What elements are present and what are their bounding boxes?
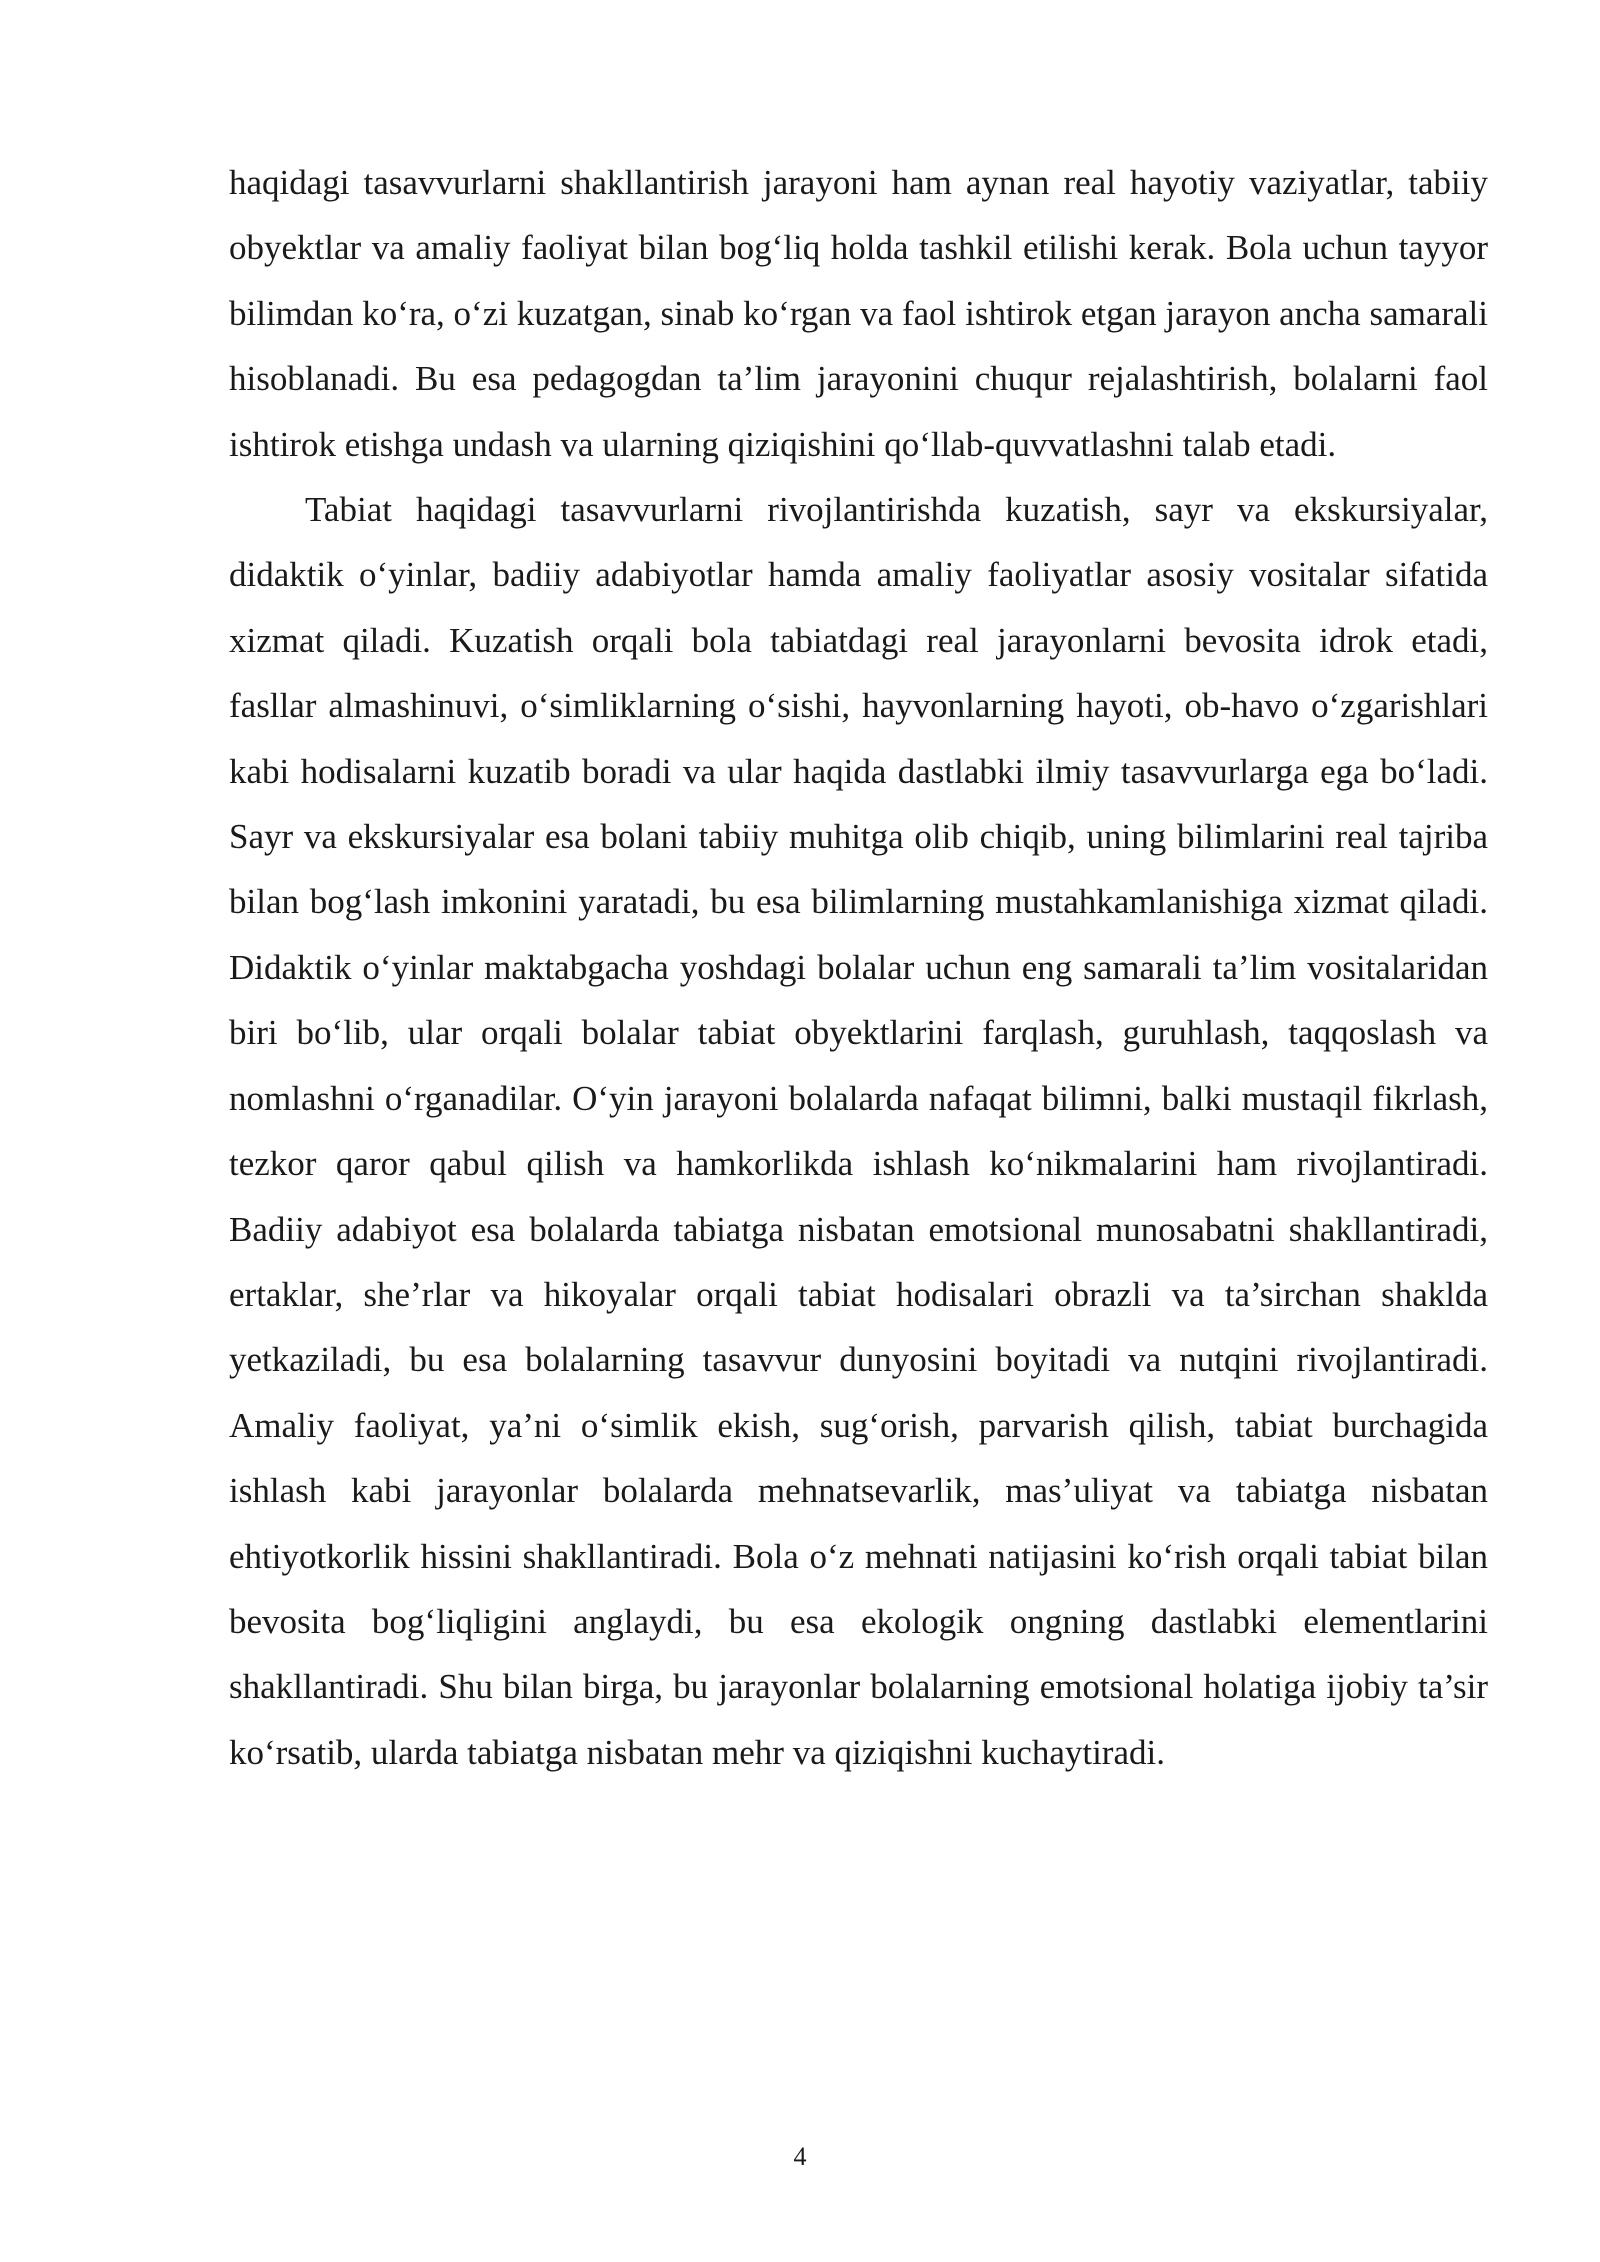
paragraph-continuation: haqidagi tasavvurlarni shakllantirish jarayoni ham aynan real hayotiy vaziyatlar, tabiiy obyektlar va amaliy faoliyat bilan bog‘liq holda tashkil etilishi kerak. Bola uchun tayyor bilimdan ko‘ra, o‘zi kuzatgan, sinab ko‘rgan va faol ishtirok etgan jarayon ancha samarali hisoblanadi. Bu esa pedagogdan ta’lim jarayonini chuqur rejalashtirish, bolalarni faol ishtirok etishga undash va ularning qiziqishini qo‘llab-quvvatlashni talab etadi. (229, 163, 1488, 464)
page-number: 4 (793, 2142, 807, 2171)
body-text (229, 150, 1488, 1785)
paragraph-nature-tools: Tabiat haqidagi tasavvurlarni rivojlantirishda kuzatish, sayr va ekskursiyalar, didaktik o‘yinlar, badiiy adabiyotlar hamda amaliy faoliyatlar asosiy vositalar sifatida xizmat qiladi. Kuzatish orqali bola tabiatdagi real jarayonlarni bevosita idrok etadi, fasllar almashinuvi, o‘simliklarning o‘sishi, hayvonlarning hayoti, ob-havo o‘zgarishlari kabi hodisalarni kuzatib boradi va ular haqida dastlabki ilmiy tasavvurlarga ega bo‘ladi. Sayr va ekskursiyalar esa bolani tabiiy muhitga olib chiqib, uning bilimlarini real tajriba bilan bog‘lash imkonini yaratadi, bu esa bilimlarning mustahkamlanishiga xizmat qiladi. Didaktik o‘yinlar maktabgacha yoshdagi bolalar uchun eng samarali ta’lim vositalaridan biri bo‘lib, ular orqali bolalar tabiat obyektlarini farqlash, guruhlash, taqqoslash va nomlashni o‘rganadilar. O‘yin jarayoni bolalarda nafaqat bilimni, balki mustaqil fikrlash, tezkor qaror qabul qilish va hamkorlikda ishlash ko‘nikmalarini ham rivojlantiradi. Badiiy adabiyot esa bolalarda tabiatga nisbatan emotsional munosabatni shakllantiradi, ertaklar, she’rlar va hikoyalar orqali tabiat hodisalari obrazli va ta’sirchan shaklda yetkaziladi, bu esa bolalarning tasavvur dunyosini boyitadi va nutqini rivojlantiradi. Amaliy faoliyat, ya’ni o‘simlik ekish, sug‘orish, parvarish qilish, tabiat burchagida ishlash kabi jarayonlar bolalarda mehnatsevarlik, mas’uliyat va tabiatga nisbatan ehtiyotkorlik hissini shakllantiradi. Bola o‘z mehnati natijasini ko‘rish orqali tabiat bilan bevosita bog‘liqligini anglaydi, bu esa ekologik ongning dastlabki elementlarini shakllantiradi. Shu bilan birga, bu jarayonlar bolalarning emotsional holatiga ijobiy ta’sir ko‘rsatib, ularda tabiatga nisbatan mehr va qiziqishni kuchaytiradi. (229, 490, 1488, 1772)
